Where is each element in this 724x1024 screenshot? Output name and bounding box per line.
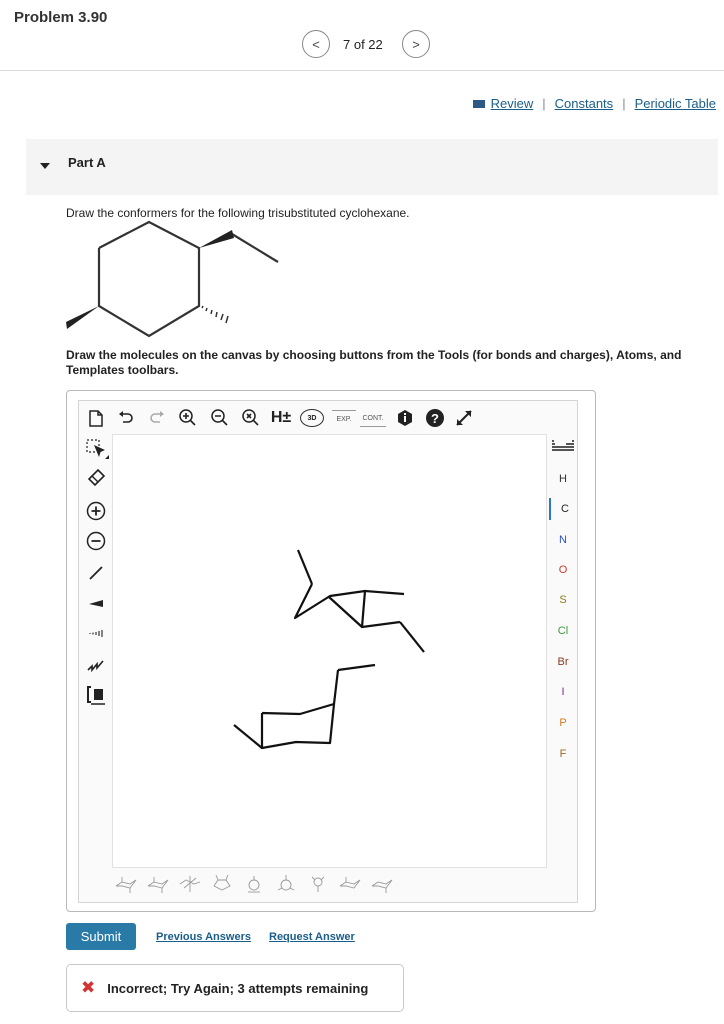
atom-button-p[interactable]: P (559, 717, 567, 729)
part-label: Part A (68, 155, 106, 170)
incorrect-x-icon: ✖ (81, 978, 96, 997)
template-newman-icon (312, 877, 324, 892)
review-link[interactable]: Review (490, 96, 534, 111)
single-bond-icon[interactable] (85, 562, 107, 584)
link-separator: | (622, 96, 626, 111)
positive-charge-icon[interactable] (85, 500, 107, 522)
svg-text:?: ? (431, 411, 439, 426)
pager-position: 7 of 22 (343, 37, 383, 52)
atom-button-c[interactable]: C (549, 498, 579, 520)
new-document-icon[interactable] (86, 408, 106, 428)
previous-answers-link[interactable]: Previous Answers (156, 931, 251, 943)
help-icon[interactable] (424, 407, 446, 429)
template-chair-icon (116, 877, 136, 893)
template-boat-icon (214, 875, 230, 890)
zoom-reset-icon[interactable] (241, 408, 261, 428)
wedge-bond-icon[interactable] (85, 592, 107, 614)
template-chair-icon (180, 876, 200, 892)
zoom-in-icon[interactable] (178, 408, 198, 428)
atom-button-i[interactable]: I (561, 686, 565, 698)
constants-link[interactable]: Constants (554, 96, 614, 111)
redo-icon[interactable] (147, 408, 167, 428)
resource-links (473, 96, 716, 111)
template-chair-icon (148, 877, 168, 893)
problem-title: Problem 3.90 (14, 9, 108, 26)
feedback-text: Incorrect; Try Again; 3 attempts remaining (107, 980, 369, 996)
undo-icon[interactable] (116, 408, 136, 428)
atom-button-br[interactable]: Br (557, 656, 569, 668)
atom-button-cl[interactable]: Cl (557, 625, 569, 637)
book-icon (473, 100, 485, 108)
info-icon[interactable] (395, 408, 415, 428)
fullscreen-icon[interactable] (452, 407, 476, 429)
question-text: Draw the conformers for the following trisubstituted cyclohexane. (66, 206, 410, 220)
periodic-table-icon[interactable] (551, 438, 575, 454)
drawn-molecules[interactable] (112, 434, 547, 868)
bracket-tool-icon[interactable] (85, 683, 107, 707)
atom-button-s[interactable]: S (559, 594, 567, 606)
hash-bond-icon[interactable] (85, 622, 107, 644)
chevron-right-icon: > (412, 36, 420, 52)
expand-button[interactable]: EXP. (332, 410, 356, 427)
template-ring-icon (278, 875, 294, 890)
feedback-box (66, 964, 404, 1012)
header-divider (0, 70, 724, 71)
3d-view-button[interactable]: 3D (300, 409, 324, 427)
periodic-table-link[interactable]: Periodic Table (634, 96, 716, 111)
atom-button-n[interactable]: N (559, 534, 567, 546)
previous-problem-button[interactable] (302, 30, 330, 58)
request-answer-link[interactable]: Request Answer (269, 931, 355, 943)
template-ring-icon (248, 876, 260, 892)
cyclohexane-structure-figure (62, 220, 282, 340)
zoom-out-icon[interactable] (210, 408, 230, 428)
next-problem-button[interactable] (402, 30, 430, 58)
link-separator: | (542, 96, 546, 111)
negative-charge-icon[interactable] (85, 530, 107, 552)
eraser-icon[interactable] (85, 467, 107, 489)
atom-button-f[interactable]: F (559, 748, 567, 760)
template-chair-icon (340, 877, 360, 888)
atom-button-o[interactable]: O (558, 564, 568, 576)
chevron-left-icon: < (312, 36, 320, 52)
contract-button[interactable]: CONT. (360, 410, 386, 427)
collapse-triangle-icon[interactable] (40, 163, 50, 169)
selection-tool-icon[interactable] (85, 438, 109, 462)
templates-toolbar[interactable] (112, 872, 422, 896)
chain-tool-icon[interactable] (85, 652, 107, 674)
submit-button[interactable]: Submit (66, 923, 136, 950)
part-a-header[interactable] (26, 139, 718, 195)
atom-button-h[interactable]: H (559, 473, 567, 485)
drawing-instructions: Draw the molecules on the canvas by choosing buttons from the Tools (for bonds and charges), Atoms, and Templates toolbars. (66, 348, 682, 377)
template-chair-icon (372, 880, 392, 893)
hydrogen-toggle-button[interactable]: H± (270, 409, 292, 426)
